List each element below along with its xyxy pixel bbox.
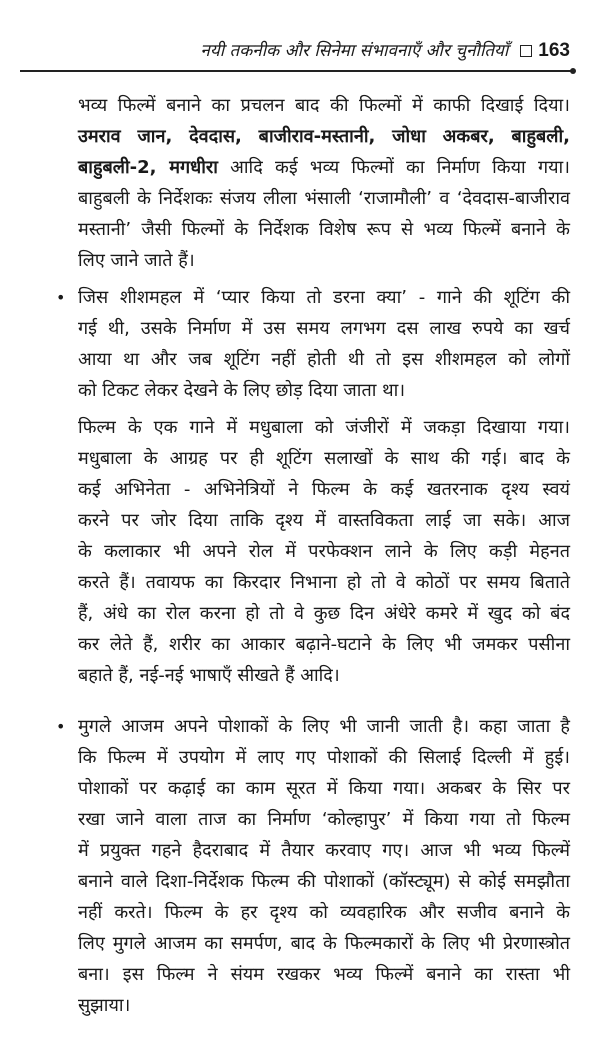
text-line: लिए मुगले आजम का समर्पण, बाद के फिल्मकारों के लिए भी प्रेरणास्त्रोत	[78, 933, 570, 954]
text-line: बनाने वाले दिशा-निर्देशक फिल्म की पोशाकों (कॉस्ट्यूम) से कोई समझौता	[78, 871, 570, 892]
text-line: जिस शीशमहल में ‘प्यार किया तो डरना क्या’ - गाने की शूटिंग की	[78, 287, 570, 308]
text-line: नहीं करते। फिल्म के हर दृश्य को व्यवहारिक और सजीव बनाने के	[78, 902, 570, 923]
text-line: को टिकट लेकर देखने के लिए छोड़ दिया जाता था।	[78, 380, 406, 401]
text-line: आया था और जब शूटिंग नहीं होती थी तो इस शीशमहल को लोगों	[78, 349, 570, 370]
square-bullet-icon	[520, 45, 532, 57]
text-line: करने पर जोर दिया ताकि दृश्य में वास्तविकता लाई जा सके। आज	[78, 510, 570, 531]
text-line: लिए जाने जाते हैं।	[78, 250, 195, 271]
text-line: रखा जाने वाला ताज का निर्माण ‘कोल्हापुर’ में किया गया तो फिल्म	[78, 809, 570, 830]
bullet-paragraph-costumes	[56, 711, 570, 1021]
text-line: करते हैं। तवायफ का किरदार निभाना हो तो वे कोठों पर समय बिताते	[78, 572, 570, 593]
text-line: कर लेते हैं, शरीर का आकार बढ़ाने-घटाने के लिए भी जमकर पसीना	[78, 634, 570, 655]
text-line: कई अभिनेता - अभिनेत्रियों ने फिल्म के कई खतरनाक दृश्य स्वयं	[78, 479, 570, 500]
running-header	[20, 38, 570, 64]
text-line: बाहुबली के निर्देशकः संजय लीला भंसाली ‘राजामौली’ व ‘देवदास-बाजीराव	[78, 188, 570, 209]
text-line: में प्रयुक्त गहने हैदराबाद में तैयार करवाए गए। आज भी भव्य फिल्में	[78, 840, 570, 861]
page-body	[56, 90, 570, 1024]
bold-film-list: उमराव जान, देवदास, बाजीराव-मस्तानी, जोधा अकबर, बाहुबली,	[78, 126, 570, 147]
paragraph-madhubala	[78, 412, 570, 691]
text-line: कि फिल्म में उपयोग में लाए गए पोशाकों की सिलाई दिल्ली में हुई।	[78, 747, 570, 768]
text-line: बना। इस फिल्म ने संयम रखकर भव्य फिल्में बनाने का रास्ता भी	[78, 964, 570, 985]
bullet-paragraph-sheeshmahal	[56, 282, 570, 406]
text-line: भव्य फिल्में बनाने का प्रचलन बाद की फिल्मों में काफी दिखाई दिया।	[78, 95, 570, 116]
text-line: सुझाया।	[78, 995, 131, 1016]
bullet-icon: •	[56, 717, 66, 736]
bold-film-list: बाहुबली-2, मगधीरा	[78, 157, 218, 178]
text-line	[78, 121, 570, 152]
text-run: आदि कई भव्य फिल्मों का निर्माण किया गया।	[217, 157, 570, 178]
text-line: मुगले आजम अपने पोशाकों के लिए भी जानी जाती है। कहा जाता है	[78, 716, 570, 737]
text-line: के कलाकार भी अपने रोल में परफेक्शन लाने के लिए कड़ी मेहनत	[78, 541, 570, 562]
text-line	[78, 152, 570, 183]
text-line: हैं, अंधे का रोल करना हो तो वे कुछ दिन अंधेरे कमरे में खुद को बंद	[78, 603, 570, 624]
text-line: मस्तानी’ जैसी फिल्मों के निर्देशक विशेष रूप से भव्य फिल्में बनाने के	[78, 219, 570, 240]
text-line: मधुबाला के आग्रह पर ही शूटिंग सलाखों के साथ की गई। बाद के	[78, 448, 570, 469]
text-line: गई थी, उसके निर्माण में उस समय लगभग दस लाख रुपये का खर्च	[78, 318, 570, 339]
bullet-icon: •	[56, 288, 66, 307]
text-line: बहाते हैं, नई-नई भाषाएँ सीखते हैं आदि।	[78, 665, 340, 686]
text-line: फिल्म के एक गाने में मधुबाला को जंजीरों में जकड़ा दिखाया गया।	[78, 417, 570, 438]
paragraph-1	[78, 90, 570, 276]
chapter-title: नयी तकनीक और सिनेमा संभावनाएँ और चुनौतियाँ	[200, 41, 509, 61]
text-line: पोशाकों पर कढ़ाई का काम सूरत में किया गया। अकबर के सिर पर	[78, 778, 570, 799]
page-number: 163	[538, 40, 570, 61]
header-rule	[20, 70, 573, 72]
